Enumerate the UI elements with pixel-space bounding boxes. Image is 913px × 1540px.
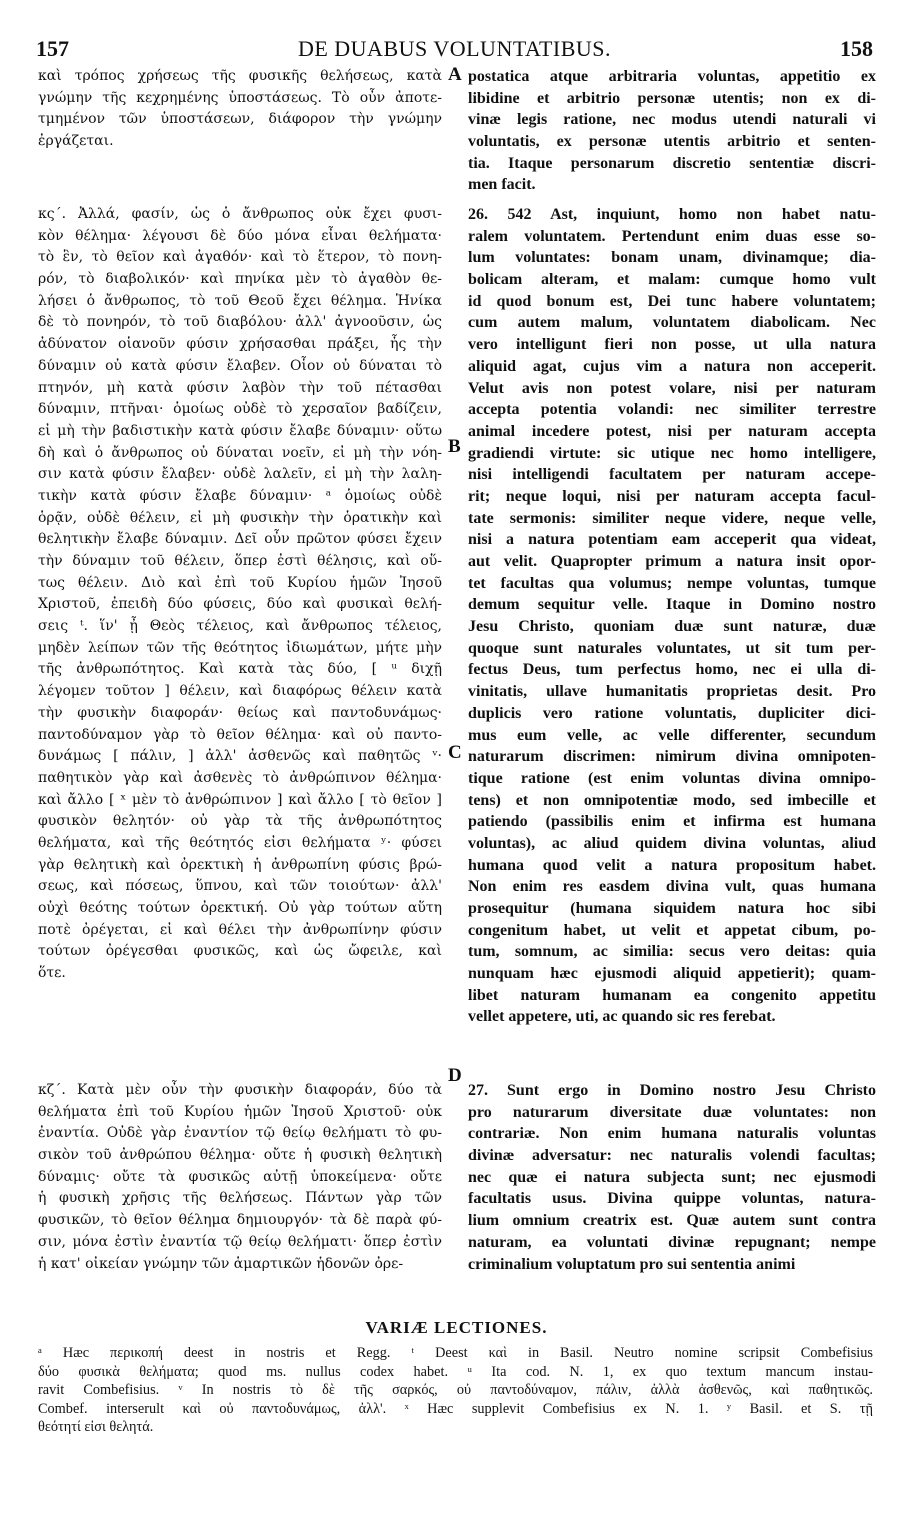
text-line: σεως, καὶ πόσεως, ὕπνου, καὶ τῶν τοιούτων· ἀλλ' <box>38 878 442 895</box>
text-line: Combef. interserult καὶ οὐ παντοδυνάμως, ἀλλ'. ˣ Hæc supplevit Combefisius ex N. 1. ʸ Basil. et S. τῇ <box>38 1400 873 1417</box>
latin-paragraph-27 <box>468 1080 876 1275</box>
text-line: λέγομεν τοῦτον ] θέλειν, καὶ διαφόρως θέλειν κατὰ <box>38 683 442 700</box>
text-line: nunquam hæc ejusmodi aliquid appetierit); quam- <box>468 965 876 983</box>
text-line: tia. Itaque personarum discretio sententiæ discri- <box>468 154 876 172</box>
text-line: σιν, μόνα ἐστὶν ἐναντία τῷ θείῳ θελήματι· ὅπερ ἐστὶν <box>38 1233 442 1250</box>
margin-letter-c: C <box>448 742 462 763</box>
text-line: nec quæ ei natura subjecta sunt; nec ejusmodi <box>468 1168 876 1186</box>
running-header <box>36 36 873 62</box>
text-line: δὲ τὸ πονηρόν, τὸ τοῦ διαβόλου· ἀλλ' ἀγνοοῦσιν, ὡς <box>38 314 442 331</box>
text-line: κὸν θέλημα· λέγουσι δὲ δύο μόνα εἶναι θελήματα· <box>38 227 442 244</box>
text-line: κς΄. Ἀλλά, φασίν, ὡς ὁ ἄνθρωπος οὐκ ἔχει φυσι- <box>38 206 442 222</box>
page-number-right: 158 <box>840 36 873 61</box>
text-line: pro naturarum diversitate duæ voluntates: non <box>468 1103 876 1121</box>
text-line: gradiendi virtute: sic utique nec homo intelligere, <box>468 444 876 462</box>
text-line: demum sequitur velle. Itaque in Domino nostro <box>468 596 876 614</box>
text-line: 27. Sunt ergo in Domino nostro Jesu Christo <box>468 1082 876 1099</box>
text-line: animal incedere potest, nisi per naturam accepta <box>468 422 876 440</box>
text-line: τὴν φυσικὴν διαφοράν· θείως καὶ παντοδυνάμως· <box>38 704 442 721</box>
text-line: παντοδύναμον γὰρ τὸ θεῖον θέλημα· καὶ οὐ παντο- <box>38 726 442 743</box>
margin-letter-a: A <box>448 64 462 85</box>
greek-paragraph-27 <box>38 1080 442 1275</box>
text-line: θελήματα, καὶ τῆς θεότητός εἰσι θελήματα ʸ· φύσει <box>38 834 442 851</box>
text-line: men facit. <box>468 176 536 194</box>
text-line: Jesu Christo, quoniam duæ sunt naturæ, duæ <box>468 618 876 636</box>
text-line: κζ΄. Κατὰ μὲν οὖν τὴν φυσικὴν διαφοράν, δύο τὰ <box>38 1082 442 1098</box>
text-line: σεις ᵗ. ἵν' ᾖ Θεὸς τέλειος, καὶ ἄνθρωπος τέλειος, <box>38 618 442 635</box>
greek-paragraph-26 <box>38 204 442 985</box>
margin-letter-b: B <box>448 436 461 457</box>
text-line: lum voluntates: bonam unam, divinamque; dia- <box>468 249 876 267</box>
text-line: εἰ μὴ τὴν βαδιστικὴν κατὰ φύσιν ἔλαβε δύναμιν· οὕτω <box>38 422 442 439</box>
text-line: nisi intelligendi facultatem per naturam accepe- <box>468 466 876 484</box>
text-line: nisi a natura potentiam eam acceperit qua videat, <box>468 531 876 549</box>
text-line: congenitum habet, ut velit et appetat cibum, po- <box>468 921 876 939</box>
text-line: tate sermonis: similiter neque videre, neque velle, <box>468 509 876 527</box>
text-line: facultatis usus. Divina quippe voluntas, natura- <box>468 1190 876 1208</box>
text-line: tum, somnum, ac similia: secus vero deitas: quia <box>468 943 876 961</box>
text-line: τούτων ὀρέγεσθαι φυσικῶς, καὶ ὡς ὤφειλε, καὶ <box>38 943 442 960</box>
text-line: bolicam alteram, et malam: cumque homo vult <box>468 271 876 289</box>
text-line: duplicis vero ratione voluntatis, dupliciter dici- <box>468 704 876 722</box>
text-line: ralem voluntatem. Pertendunt enim duas esse so- <box>468 227 876 245</box>
text-line: Velut avis non potest volare, nisi per naturam <box>468 379 876 397</box>
text-line: ὅτε. <box>38 965 66 982</box>
greek-paragraph-1 <box>38 66 442 153</box>
text-line: vinitatis, ullave humanitatis proprietas desit. Pro <box>468 683 876 701</box>
text-line: mus eum velle, ac velle differenter, secundum <box>468 726 876 744</box>
text-line: φυσικῶν, τὸ θεῖον θέλημα δημιουργόν· τὰ δὲ παρὰ φύ- <box>38 1212 442 1229</box>
text-line: fectus Deus, tum perfectus homo, nec ei ulla di- <box>468 661 876 679</box>
text-line: tens) et non omnipotentiæ modo, sed imbecille et <box>468 791 876 809</box>
text-line: libidine et arbitrio personæ utentis; non ex di- <box>468 89 876 107</box>
text-line: patiendo (passibilis enim et infirma est humana <box>468 813 876 831</box>
variae-lectiones-heading: VARIÆ LECTIONES. <box>365 1318 548 1337</box>
text-line: naturarum discrimen: nimirum divina omnipoten- <box>468 748 876 766</box>
text-line: tique ratione (est enim voluntas divina omnipo- <box>468 769 876 787</box>
variae-lectiones-notes <box>38 1344 873 1437</box>
text-line: σικὸν τοῦ ἀνθρώπου θέλημα· οὔτε ἡ φυσικὴ θελητικὴ <box>38 1147 442 1164</box>
text-line: vellet appetere, uti, ac quando sic res ferebat. <box>468 1008 776 1026</box>
text-line: humana quod velit a natura propositum habet. <box>468 856 876 874</box>
text-line: καὶ ἄλλο [ ˣ μὲν τὸ ἀνθρώπινον ] καὶ ἄλλο [ τὸ θεῖον ] <box>38 791 442 808</box>
margin-letter-d: D <box>448 1065 462 1086</box>
text-line: ἡ κατ' οἰκείαν γνώμην τῶν ἁμαρτικῶν ἡδονῶν ὀρε- <box>38 1255 404 1272</box>
text-line: id quod bonum est, Dei tunc habere voluntatem; <box>468 292 876 310</box>
text-line: φυσικὸν θελητόν· οὐ γὰρ τὰ τῆς ἀνθρωπότητος <box>38 813 442 830</box>
text-line: ποτὲ ὀρέγεται, εἰ καὶ θέλει τὴν ἀνθρωπίνην φύσιν <box>38 921 442 938</box>
text-line: criminalium voluptatum pro sui sententia animi <box>468 1255 796 1273</box>
page-number-left: 157 <box>36 36 69 61</box>
text-line: ἐναντία. Οὐδὲ γὰρ ἐναντίον τῷ θείῳ θελήματι τὸ φυ- <box>38 1125 442 1142</box>
text-line: παθητικὸν γὰρ καὶ ἀσθενὲς τὸ ἀνθρώπινον θέλημα· <box>38 769 442 786</box>
text-line: γὰρ θελητικὴ καὶ ὀρεκτικὴ ἡ ἀνθρωπίνη φύσις βρώ- <box>38 856 442 873</box>
text-line: tet facultas qua volumus; nempe voluntas, tumque <box>468 574 876 592</box>
text-line: δύναμιν οὐ κατὰ φύσιν ἔλαβεν. Οἷον οὐ δύναται τὸ <box>38 357 442 374</box>
text-line: δύναμις· οὔτε τὰ φυσικῶς αὐτῇ ὑποκείμενα· οὔτε <box>38 1168 442 1185</box>
text-line: libet naturam humanam ea congenito appetitu <box>468 986 876 1004</box>
text-line: cum autem malum, voluntatem diabolicam. Nec <box>468 314 876 332</box>
text-line: quoque sunt naturales voluntates, ut sit tum per- <box>468 639 876 657</box>
text-line: πτηνόν, μὴ κατὰ φύσιν λαβὸν τὴν τοῦ πέτασθαι <box>38 379 442 396</box>
text-line: divinæ adversatur: nec naturalis volendi facultas; <box>468 1147 876 1165</box>
text-line: lium omnium creatrix est. Quæ autem sunt contra <box>468 1212 876 1230</box>
text-line: δυνάμως [ πάλιν, ] ἀλλ' ἀσθενῶς καὶ παθητῶς ᵛ· <box>38 748 442 765</box>
text-line: accepta potentia volandi: nec similiter terrestre <box>468 401 876 419</box>
text-line: contrariæ. Non enim humana naturalis voluntas <box>468 1125 876 1143</box>
text-line: Χριστοῦ, ἐπειδὴ δύο φύσεις, δύο καὶ φυσικαὶ θελή- <box>38 596 442 613</box>
text-line: prosequitur (humana siquidem natura hoc sibi <box>468 900 876 917</box>
text-line: θελήματα ἐπὶ τοῦ Κυρίου ἡμῶν Ἰησοῦ Χριστοῦ· οὐκ <box>38 1103 442 1120</box>
text-line: ὁρᾷν, οὐδὲ θέλειν, εἰ μὴ φυσικὴν τὴν ὁρατικὴν καὶ <box>38 509 442 526</box>
text-line: τμημένον τῶν ὑποστάσεων, διάφορον τὴν γνώμην <box>38 111 442 128</box>
text-line: 26. 542 Ast, inquiunt, homo non habet natu- <box>468 206 876 223</box>
text-line: ᵃ Hæc περικοπή deest in nostris et Regg. ᵗ Deest καὶ in Basil. Neutro nomine scripsit Combefisius <box>38 1345 873 1361</box>
text-line: vero intelligunt fieri non posse, ut ulla natura <box>468 336 876 354</box>
text-line: voluntas), ac aliud quidem divina voluntas, aliud <box>468 834 876 852</box>
text-line: aut velit. Quapropter primum a natura insit opor- <box>468 553 876 570</box>
text-line: Non enim res easdem divina vult, quas humana <box>468 878 876 896</box>
text-line: θελητικὴν ἔλαβε δύναμιν. Δεῖ οὖν πρῶτον φύσει ἔχειν <box>38 531 442 548</box>
text-line: δύο φυσικὰ θελήματα; quod ms. nullus codex habet. ᵘ Ita cod. N. 1, ex quo textum mancum instau- <box>38 1363 873 1380</box>
text-line: voluntatis, ex personæ utentis arbitrio et senten- <box>468 133 876 151</box>
text-line: naturam, ea voluntati divinæ repugnant; nempe <box>468 1233 876 1251</box>
text-line: θεότητί εἰσι θελητά. <box>38 1419 154 1435</box>
text-line: δύναμιν, πτῆναι· ὁμοίως οὐδὲ τὸ χερσαῖον βαδίζειν, <box>38 401 442 418</box>
text-line: aliquid agat, cujus vim a natura non acceperit. <box>468 357 876 375</box>
text-line: rit; neque loqui, nisi per naturam accepta facul- <box>468 487 876 505</box>
text-line: τῆς ἀνθρωπότητος. Καὶ κατὰ τὰς δύο, [ ᵘ διχῇ <box>38 661 442 678</box>
running-title: DE DUABUS VOLUNTATIBUS. <box>297 36 612 61</box>
latin-paragraph-26 <box>468 204 876 1028</box>
text-line: δὴ καὶ ὁ ἄνθρωπος οὐ δύναται νοεῖν, εἰ μὴ τὴν νόη- <box>38 444 442 461</box>
text-line: οὐχὶ θεότης τούτων ὀρεκτική. Οὐ γὰρ τούτων αὕτη <box>38 900 442 916</box>
text-line: καὶ τρόπος χρήσεως τῆς φυσικῆς θελήσεως, κατὰ <box>38 68 442 84</box>
text-line: σιν κατὰ φύσιν ἔλαβεν· οὐδὲ λαλεῖν, εἰ μὴ τὴν λαλη- <box>38 466 442 483</box>
text-line: λήσει ὁ ἄνθρωπος, τὸ τοῦ Θεοῦ ἔχει θέλημα. Ἡνίκα <box>38 292 442 309</box>
text-line: ἐργάζεται. <box>38 133 114 150</box>
text-line: ravit Combefisius. ᵛ In nostris τὸ δὲ τῆς σαρκός, οὐ παντοδύναμον, πάλιν, ἀλλὰ ἀσθενῶς, καὶ παθητικῶς. <box>38 1382 873 1398</box>
text-line: ἡ φυσικὴ χρῆσις τῆς θελήσεως. Πάντων γὰρ τῶν <box>38 1190 442 1207</box>
latin-paragraph-1 <box>468 66 876 196</box>
text-line: μηδὲν λείπων τῶν τῆς θεότητος ἰδιωμάτων, μήτε μὴν <box>38 639 442 656</box>
text-line: τως θέλειν. Διὸ καὶ ἐπὶ τοῦ Κυρίου ἡμῶν Ἰησοῦ <box>38 574 442 591</box>
text-line: vinæ legis ratione, nec modus utendi naturali vi <box>468 111 876 129</box>
text-line: postatica atque arbitraria voluntas, appetitio ex <box>468 68 876 85</box>
text-line: τὴν δύναμιν τοῦ θέλειν, ὅπερ ἐστὶ θέλησις, καὶ οὕ- <box>38 553 442 569</box>
text-line: τὸ ἓν, τὸ θεῖον καὶ ἀγαθόν· καὶ τὸ ἕτερον, τὸ πονη- <box>38 249 442 266</box>
text-line: ἀδύνατον οἱανοῦν φύσιν χρήσασθαι πράξει, ἧς τὴν <box>38 336 442 353</box>
text-line: ρόν, τὸ διαβολικόν· καὶ πηνίκα μὲν τὸ ἀγαθὸν θε- <box>38 271 442 288</box>
text-line: γνώμην τῆς κεχρημένης ὑποστάσεως. Τὸ οὖν ἀποτε- <box>38 89 442 106</box>
text-line: τικὴν κατὰ φύσιν ἔλαβε δύναμιν· ᵃ ὁμοίως οὐδὲ <box>38 487 442 504</box>
